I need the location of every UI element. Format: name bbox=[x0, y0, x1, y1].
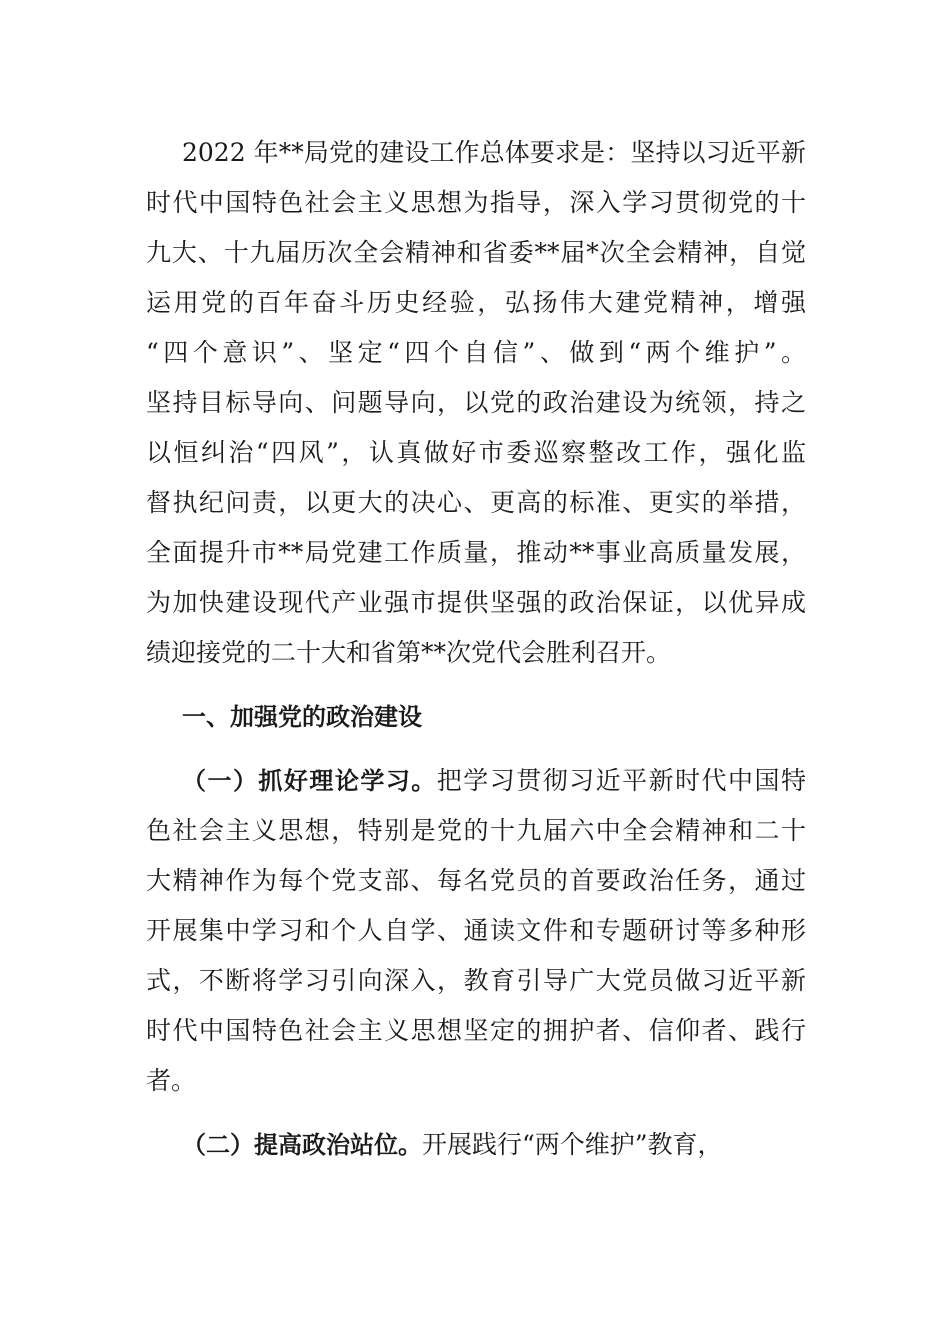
paragraph-line: 为加快建设现代产业强市提供坚强的政治保证，以优异成 bbox=[146, 588, 806, 617]
section-heading: 一、加强党的政治建设 bbox=[182, 703, 422, 731]
item-title: （一）抓好理论学习。 bbox=[182, 767, 437, 795]
paragraph-line: 2022 年**局党的建设工作总体要求是：坚持以习近平新 bbox=[182, 138, 806, 167]
paragraph-line: 运用党的百年奋斗历史经验，弘扬伟大建党精神，增强 bbox=[146, 288, 806, 317]
paragraph-line: 全面提升市**局党建工作质量，推动**事业高质量发展， bbox=[146, 538, 806, 567]
paragraph-line: 时代中国特色社会主义思想为指导，深入学习贯彻党的十 bbox=[146, 188, 806, 217]
item-text: 把学习贯彻习近平新时代中国特 bbox=[436, 766, 806, 795]
document-page bbox=[146, 128, 806, 1170]
paragraph-line bbox=[146, 1120, 806, 1170]
paragraph-line: 督执纪问责，以更大的决心、更高的标准、更实的举措， bbox=[146, 488, 806, 517]
item-text: 开展践行“两个维护”教育， bbox=[422, 1130, 723, 1159]
item-1-paragraph bbox=[146, 756, 806, 1106]
paragraph-line: 九大、十九届历次全会精神和省委**届*次全会精神，自觉 bbox=[146, 238, 806, 267]
paragraph-line: 以恒纠治“四风”，认真做好市委巡察整改工作，强化监 bbox=[146, 438, 806, 467]
paragraph-line: “四个意识”、坚定“四个自信”、做到“两个维护”。 bbox=[146, 338, 806, 367]
paragraph-line: 绩迎接党的二十大和省第**次党代会胜利召开。 bbox=[146, 638, 672, 667]
item-title: （二）提高政治站位。 bbox=[182, 1131, 422, 1159]
paragraph-line: 色社会主义思想，特别是党的十九届六中全会精神和二十 bbox=[146, 816, 806, 845]
paragraph-line: 时代中国特色社会主义思想坚定的拥护者、信仰者、践行 bbox=[146, 1016, 806, 1045]
intro-paragraph bbox=[146, 128, 806, 678]
paragraph-line bbox=[146, 756, 806, 806]
paragraph-line: 大精神作为每个党支部、每名党员的首要政治任务，通过 bbox=[146, 866, 806, 895]
item-2-paragraph bbox=[146, 1120, 806, 1170]
paragraph-line: 式，不断将学习引向深入，教育引导广大党员做习近平新 bbox=[146, 966, 806, 995]
paragraph-line: 者。 bbox=[146, 1066, 197, 1095]
paragraph-line: 坚持目标导向、问题导向，以党的政治建设为统领，持之 bbox=[146, 388, 806, 417]
paragraph-line: 开展集中学习和个人自学、通读文件和专题研讨等多种形 bbox=[146, 916, 806, 945]
